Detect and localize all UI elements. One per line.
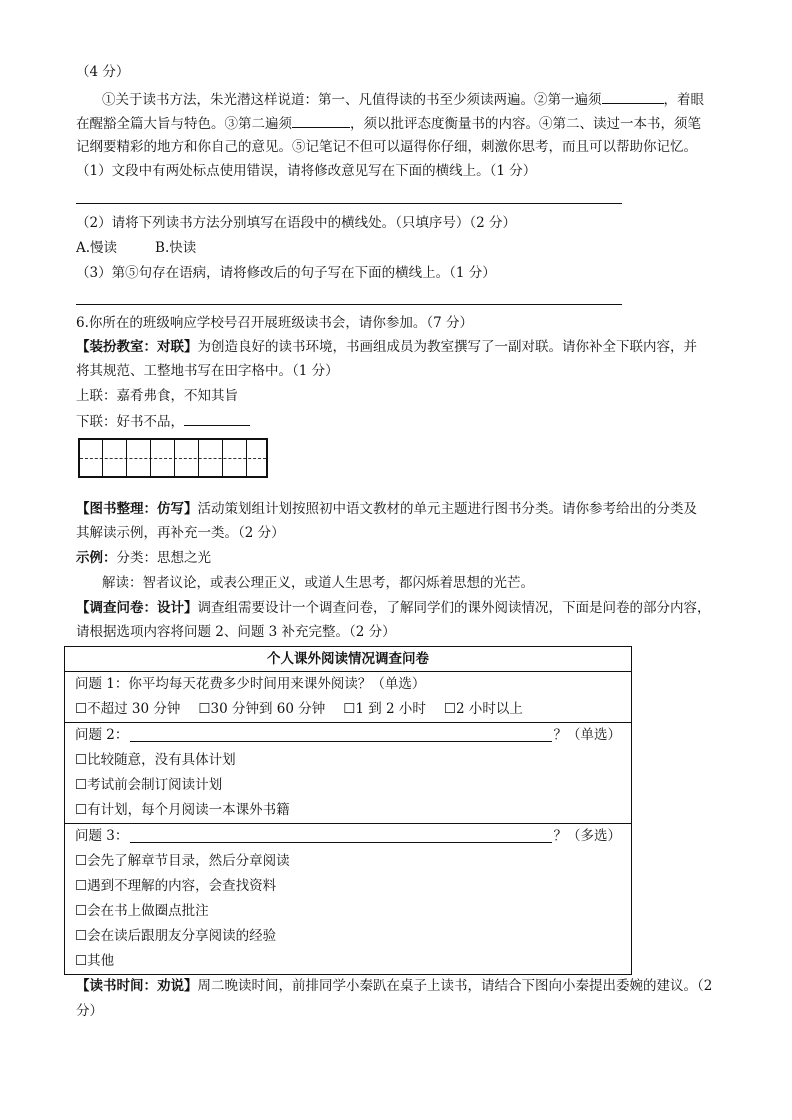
checkbox-option[interactable]: ☐会先了解章节目录，然后分章阅读 bbox=[75, 853, 290, 869]
imitate-example bbox=[76, 548, 211, 568]
grid-divider bbox=[246, 440, 247, 476]
question-2-suffix: ？（单选） bbox=[553, 727, 621, 743]
advice-intro-2: 分） bbox=[76, 1003, 103, 1019]
couplet-intro-1 bbox=[76, 337, 697, 357]
answer-blank-2[interactable] bbox=[292, 113, 350, 128]
advice-text: 周二晚读时间，前排同学小秦趴在桌子上读书，请结合下图向小秦提出委婉的建议。（2 bbox=[197, 978, 713, 994]
option-b: B.快读 bbox=[155, 240, 197, 256]
imitate-intro-1 bbox=[76, 499, 697, 519]
couplet-upper: 上联：嘉肴弗食，不知其旨 bbox=[76, 388, 238, 404]
example-label: 示例： bbox=[76, 550, 117, 566]
grid-divider bbox=[126, 440, 127, 476]
score-note: （4 分） bbox=[76, 64, 130, 80]
question-2-options bbox=[76, 238, 196, 258]
answer-line-q3[interactable] bbox=[76, 304, 622, 305]
couplet-lower bbox=[76, 411, 250, 432]
passage-line-3: 记纲要精彩的地方和你自己的意见。⑤记笔记不但可以逼得你仔细，刺激你思考，而且可以帮助你记忆。 bbox=[76, 139, 697, 155]
advice-tag: 【读书时间：劝说】 bbox=[76, 978, 198, 994]
couplet-blank[interactable] bbox=[184, 411, 250, 426]
checkbox-option[interactable]: ☐比较随意，没有具体计划 bbox=[75, 752, 236, 768]
advice-intro-1 bbox=[76, 976, 712, 996]
survey-title: 个人课外阅读情况调查问卷 bbox=[65, 647, 632, 672]
question-2-blank[interactable] bbox=[130, 726, 551, 742]
grid-divider bbox=[174, 440, 175, 476]
survey-question-1: 问题 1：你平均每天花费多少时间用来课外阅读？（单选） bbox=[75, 676, 426, 692]
passage-line-2 bbox=[76, 113, 701, 134]
grid-divider bbox=[198, 440, 199, 476]
checkbox-option[interactable]: ☐不超过 30 分钟 bbox=[75, 701, 181, 717]
checkbox-option[interactable]: ☐2 小时以上 bbox=[443, 701, 523, 717]
survey-table bbox=[64, 646, 632, 975]
grid-divider bbox=[222, 440, 223, 476]
question-2-label: 问题 2： bbox=[75, 727, 129, 743]
survey-intro-1 bbox=[76, 598, 711, 618]
question-2: （2）请将下列读书方法分别填写在语段中的横线处。（只填序号）（2 分） bbox=[76, 215, 516, 231]
survey-intro-2: 请根据选项内容将问题 2、问题 3 补充完整。（2 分） bbox=[76, 624, 396, 640]
imitate-tag: 【图书整理：仿写】 bbox=[76, 501, 198, 517]
checkbox-option[interactable]: ☐遇到不理解的内容，会查找资料 bbox=[75, 878, 277, 894]
couplet-text: 为创造良好的读书环境，书画组成员为教室撰写了一副对联。请你补全下联内容，并 bbox=[197, 339, 697, 355]
answer-blank-1[interactable] bbox=[602, 89, 664, 104]
checkbox-option[interactable]: ☐考试前会制订阅读计划 bbox=[75, 777, 223, 793]
survey-text: 调查组需要设计一个调查问卷，了解同学们的课外阅读情况，下面是问卷的部分内容， bbox=[197, 600, 711, 616]
passage-text: 在醒豁全篇大旨与特色。③第二遍须 bbox=[76, 116, 292, 132]
question-3-label: 问题 3： bbox=[75, 828, 129, 844]
grid-dashed-midline bbox=[80, 458, 266, 459]
example-reading: 解读：智者议论，或表公理正义，或道人生思考，都闪烁着思想的光芒。 bbox=[102, 575, 534, 591]
passage-text: ①关于读书方法，朱光潜这样说道：第一、凡值得读的书至少须读两遍。②第一遍须 bbox=[102, 92, 602, 108]
checkbox-option[interactable]: ☐1 到 2 小时 bbox=[343, 701, 426, 717]
passage-text: ，着眼 bbox=[663, 92, 704, 108]
tianzige-grid[interactable] bbox=[78, 438, 268, 478]
passage-line-1 bbox=[102, 89, 704, 110]
checkbox-option[interactable]: ☐会在读后跟朋友分享阅读的经验 bbox=[75, 928, 277, 944]
question-3-blank[interactable] bbox=[130, 827, 551, 843]
example-category: 分类：思想之光 bbox=[116, 550, 211, 566]
survey-question-1-cell bbox=[65, 672, 632, 723]
checkbox-option[interactable]: ☐30 分钟到 60 分钟 bbox=[198, 701, 326, 717]
imitate-text: 活动策划组计划按照初中语文教材的单元主题进行图书分类。请你参考给出的分类及 bbox=[197, 501, 697, 517]
option-a: A.慢读 bbox=[76, 240, 118, 256]
question-1: （1）文段中有两处标点使用错误，请将修改意见写在下面的横线上。（1 分） bbox=[76, 163, 537, 179]
couplet-lower-text: 下联：好书不品， bbox=[76, 414, 184, 430]
question-6-title: 6.你所在的班级响应学校号召开展班级读书会，请你参加。（7 分） bbox=[76, 315, 474, 331]
survey-question-2-cell bbox=[65, 723, 632, 824]
couplet-intro-2: 将其规范、工整地书写在田字格中。（1 分） bbox=[76, 363, 339, 379]
grid-divider bbox=[102, 440, 103, 476]
answer-line-q1[interactable] bbox=[76, 203, 622, 204]
question-3: （3）第⑤句存在语病，请将修改后的句子写在下面的横线上。（1 分） bbox=[76, 265, 496, 281]
survey-question-1-options bbox=[75, 697, 621, 722]
question-3-suffix: ？（多选） bbox=[553, 828, 621, 844]
survey-tag: 【调查问卷：设计】 bbox=[76, 600, 198, 616]
grid-divider bbox=[150, 440, 151, 476]
survey-question-3 bbox=[75, 824, 621, 849]
checkbox-option[interactable]: ☐会在书上做圈点批注 bbox=[75, 903, 209, 919]
imitate-intro-2: 其解读示例，再补充一类。（2 分） bbox=[76, 525, 285, 541]
checkbox-option[interactable]: ☐其他 bbox=[75, 953, 115, 969]
couplet-tag: 【装扮教室：对联】 bbox=[76, 339, 198, 355]
survey-question-3-cell bbox=[65, 824, 632, 975]
checkbox-option[interactable]: ☐有计划，每个月阅读一本课外书籍 bbox=[75, 802, 290, 818]
passage-text: ，须以批评态度衡量书的内容。④第二、读过一本书，须笔 bbox=[350, 116, 701, 132]
survey-question-2 bbox=[75, 723, 621, 748]
